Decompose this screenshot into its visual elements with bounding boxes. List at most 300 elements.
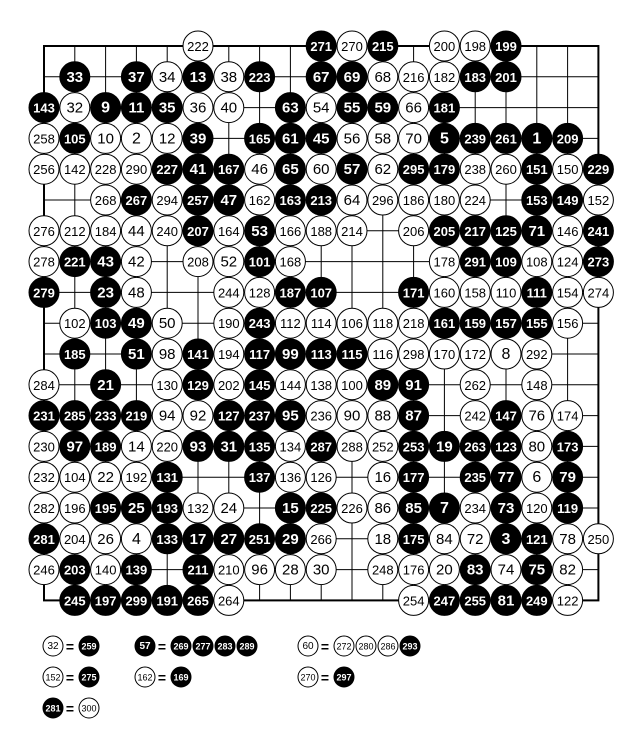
move-number: 118 <box>372 316 394 332</box>
stone-move-41 <box>183 154 213 184</box>
move-number: 67 <box>312 68 330 86</box>
stone-move-80 <box>522 431 552 461</box>
stone-move-17 <box>183 524 213 554</box>
stone-move-131 <box>152 462 182 492</box>
move-number: 15 <box>282 500 299 517</box>
stone-move-190 <box>214 308 244 338</box>
stone-move-265 <box>183 585 213 615</box>
move-number: 207 <box>187 223 209 239</box>
move-number: 294 <box>156 193 179 208</box>
stone-move-53 <box>245 216 275 246</box>
stone-move-82 <box>553 555 583 585</box>
move-number: 82 <box>559 561 576 579</box>
legend-equals: = <box>65 700 75 717</box>
move-number: 267 <box>125 193 148 208</box>
stone-move-291 <box>460 247 490 277</box>
move-number: 213 <box>310 193 333 208</box>
stone-move-170 <box>429 339 459 369</box>
move-number: 268 <box>94 193 117 208</box>
stone-move-234 <box>460 493 490 523</box>
legend-stone-270 <box>298 667 318 687</box>
stone-move-207 <box>183 216 213 246</box>
move-number: 264 <box>217 593 240 609</box>
stone-move-296 <box>368 185 398 215</box>
move-number: 220 <box>156 439 179 455</box>
stone-move-77 <box>491 462 521 492</box>
stone-move-8 <box>491 339 521 369</box>
move-number: 65 <box>282 161 299 179</box>
move-number: 137 <box>248 470 271 486</box>
move-number: 192 <box>125 470 148 486</box>
stone-move-294 <box>152 185 182 215</box>
move-number: 297 <box>336 672 352 683</box>
stone-move-9 <box>91 93 121 123</box>
move-number: 168 <box>279 254 302 270</box>
legend-equals: = <box>65 669 75 686</box>
stone-move-238 <box>460 154 490 184</box>
move-number: 96 <box>251 561 268 579</box>
stone-move-78 <box>553 524 583 554</box>
legend-stone-60 <box>298 636 318 656</box>
move-number: 296 <box>371 193 394 208</box>
stone-move-133 <box>152 524 182 554</box>
stone-move-42 <box>121 247 151 277</box>
move-number: 204 <box>63 531 86 547</box>
move-number: 117 <box>249 347 271 362</box>
stone-move-130 <box>152 370 182 400</box>
move-number: 198 <box>464 39 487 54</box>
stone-move-44 <box>121 216 151 246</box>
move-number: 250 <box>587 531 610 547</box>
stone-move-166 <box>275 216 305 246</box>
move-number: 126 <box>310 470 333 486</box>
legend-stone-272 <box>334 636 354 656</box>
move-number: 49 <box>128 315 145 333</box>
move-number: 278 <box>33 254 55 270</box>
stone-move-261 <box>491 123 521 153</box>
stone-move-7 <box>429 493 459 523</box>
stone-move-200 <box>429 31 459 61</box>
move-number: 110 <box>495 285 517 301</box>
move-number: 193 <box>156 501 179 516</box>
stone-move-114 <box>306 308 336 338</box>
move-number: 7 <box>439 500 449 517</box>
stone-move-244 <box>214 277 244 307</box>
move-number: 73 <box>497 500 515 517</box>
move-number: 149 <box>556 193 579 208</box>
move-number: 228 <box>94 162 117 178</box>
legend-stone-293 <box>400 636 420 656</box>
move-number: 26 <box>97 530 114 548</box>
stone-move-182 <box>429 62 459 92</box>
move-number: 157 <box>495 316 517 332</box>
stone-move-39 <box>183 123 213 153</box>
stone-move-50 <box>152 308 182 338</box>
move-number: 33 <box>66 68 84 86</box>
stone-move-149 <box>553 185 583 215</box>
stone-move-240 <box>152 216 182 246</box>
stone-move-186 <box>399 185 429 215</box>
stone-move-146 <box>553 216 583 246</box>
move-number: 21 <box>97 376 114 394</box>
stone-move-107 <box>306 277 336 307</box>
move-number: 42 <box>128 253 145 271</box>
stone-move-212 <box>60 216 90 246</box>
move-number: 223 <box>248 69 271 85</box>
move-number: 63 <box>282 99 299 117</box>
move-number: 76 <box>528 407 546 425</box>
move-number: 57 <box>343 161 361 179</box>
move-number: 129 <box>187 377 209 393</box>
move-number: 32 <box>66 99 84 117</box>
stone-move-225 <box>306 493 336 523</box>
stone-move-52 <box>214 247 244 277</box>
stone-move-208 <box>183 247 213 277</box>
move-number: 256 <box>33 162 55 178</box>
move-number: 29 <box>282 530 299 548</box>
stone-move-167 <box>214 154 244 184</box>
stone-move-197 <box>91 585 121 615</box>
stone-move-63 <box>275 93 305 123</box>
stone-move-227 <box>152 154 182 184</box>
stone-move-68 <box>368 62 398 92</box>
stone-move-3 <box>491 524 521 554</box>
stone-move-168 <box>275 247 305 277</box>
move-number: 141 <box>187 347 209 362</box>
stone-move-36 <box>183 93 213 123</box>
stone-move-87 <box>399 401 429 431</box>
move-number: 52 <box>220 253 238 271</box>
move-number: 105 <box>63 131 86 147</box>
stone-move-16 <box>368 462 398 492</box>
move-number: 163 <box>279 193 302 208</box>
stone-move-284 <box>29 370 59 400</box>
move-number: 292 <box>525 347 548 362</box>
move-number: 260 <box>495 162 517 178</box>
stone-move-206 <box>399 216 429 246</box>
stone-move-111 <box>522 277 552 307</box>
stone-move-251 <box>245 524 275 554</box>
stone-move-216 <box>399 62 429 92</box>
move-number: 77 <box>497 469 515 487</box>
legend-stone-300 <box>79 698 99 718</box>
stone-move-201 <box>491 62 521 92</box>
legend-group <box>43 636 99 656</box>
move-number: 152 <box>587 193 610 208</box>
stone-move-195 <box>91 493 121 523</box>
stone-move-23 <box>91 277 121 307</box>
stone-move-84 <box>429 524 459 554</box>
stone-move-175 <box>399 524 429 554</box>
stone-move-217 <box>460 216 490 246</box>
move-number: 298 <box>402 347 425 362</box>
move-number: 27 <box>220 530 238 548</box>
move-number: 184 <box>94 223 117 239</box>
stone-move-204 <box>60 524 90 554</box>
legend-stone-32 <box>43 636 63 656</box>
stone-move-179 <box>429 154 459 184</box>
stone-move-60 <box>306 154 336 184</box>
move-number: 248 <box>371 562 394 578</box>
move-number: 158 <box>464 285 487 301</box>
stone-move-222 <box>183 31 213 61</box>
move-number: 175 <box>402 531 425 547</box>
move-number: 161 <box>433 316 456 332</box>
stone-move-28 <box>275 555 305 585</box>
move-number: 142 <box>63 162 86 178</box>
move-number: 20 <box>436 561 453 579</box>
stone-move-38 <box>214 62 244 92</box>
move-number: 36 <box>189 99 207 117</box>
stone-move-138 <box>306 370 336 400</box>
stone-move-161 <box>429 308 459 338</box>
move-number: 253 <box>402 439 425 455</box>
stone-move-290 <box>121 154 151 184</box>
move-number: 241 <box>587 223 610 239</box>
stone-move-37 <box>121 62 151 92</box>
move-number: 290 <box>125 162 148 178</box>
stone-move-152 <box>583 185 613 215</box>
stone-move-282 <box>29 493 59 523</box>
stone-move-18 <box>368 524 398 554</box>
stone-move-253 <box>399 431 429 461</box>
move-number: 181 <box>433 100 456 116</box>
stone-move-171 <box>399 277 429 307</box>
move-number: 156 <box>556 316 579 332</box>
stone-move-220 <box>152 431 182 461</box>
stone-move-121 <box>522 524 552 554</box>
stone-move-164 <box>214 216 244 246</box>
stone-move-26 <box>91 524 121 554</box>
stone-move-22 <box>91 462 121 492</box>
move-number: 273 <box>587 254 610 270</box>
move-number: 200 <box>433 39 456 54</box>
move-number: 121 <box>525 531 548 547</box>
move-number: 130 <box>156 377 179 393</box>
move-number: 221 <box>63 254 86 270</box>
move-number: 68 <box>374 68 392 86</box>
stone-move-137 <box>245 462 275 492</box>
move-number: 169 <box>173 672 189 683</box>
move-number: 136 <box>279 470 302 486</box>
move-number: 127 <box>217 408 240 424</box>
move-number: 177 <box>402 470 425 486</box>
stone-move-40 <box>214 93 244 123</box>
stone-move-229 <box>583 154 613 184</box>
stone-move-181 <box>429 93 459 123</box>
move-number: 100 <box>341 377 363 393</box>
move-number: 41 <box>189 161 207 179</box>
move-number: 19 <box>436 438 453 456</box>
stone-move-27 <box>214 524 244 554</box>
move-number: 85 <box>405 500 422 517</box>
legend-equals: = <box>157 669 167 686</box>
move-number: 43 <box>97 253 114 271</box>
stone-move-83 <box>460 555 490 585</box>
move-number: 159 <box>464 316 487 332</box>
stone-move-64 <box>337 185 367 215</box>
board-stones <box>29 31 613 615</box>
stone-move-243 <box>245 308 275 338</box>
stone-move-218 <box>399 308 429 338</box>
move-number: 2 <box>131 130 141 148</box>
move-number: 199 <box>495 39 517 54</box>
move-number: 45 <box>312 130 330 148</box>
legend-stone-283 <box>215 636 235 656</box>
move-number: 281 <box>33 531 55 547</box>
stone-move-163 <box>275 185 305 215</box>
stone-move-180 <box>429 185 459 215</box>
move-number: 286 <box>380 641 396 652</box>
stone-move-209 <box>553 123 583 153</box>
stone-move-228 <box>91 154 121 184</box>
move-number: 280 <box>358 641 374 652</box>
move-number: 146 <box>556 223 579 239</box>
move-number: 38 <box>220 68 238 86</box>
stone-move-215 <box>368 31 398 61</box>
move-number: 259 <box>81 641 97 652</box>
stone-move-266 <box>306 524 336 554</box>
move-number: 34 <box>158 68 176 86</box>
move-number: 195 <box>94 501 117 516</box>
stone-move-109 <box>491 247 521 277</box>
stone-move-271 <box>306 31 336 61</box>
move-number: 185 <box>63 347 86 362</box>
move-number: 205 <box>433 223 456 239</box>
stone-move-224 <box>460 185 490 215</box>
move-number: 83 <box>466 561 484 579</box>
stone-move-241 <box>583 216 613 246</box>
stone-move-20 <box>429 555 459 585</box>
move-number: 90 <box>343 407 361 425</box>
move-number: 244 <box>217 285 240 301</box>
stone-move-274 <box>583 277 613 307</box>
move-number: 80 <box>528 438 546 456</box>
move-number: 145 <box>248 377 271 393</box>
stone-move-285 <box>60 401 90 431</box>
stone-move-258 <box>29 123 59 153</box>
stone-move-100 <box>337 370 367 400</box>
move-number: 86 <box>374 500 392 517</box>
stone-move-236 <box>306 401 336 431</box>
stone-move-70 <box>399 123 429 153</box>
stone-move-48 <box>121 277 151 307</box>
stone-move-184 <box>91 216 121 246</box>
move-number: 174 <box>556 408 579 424</box>
stone-move-115 <box>337 339 367 369</box>
stone-move-245 <box>60 585 90 615</box>
stone-move-210 <box>214 555 244 585</box>
move-number: 54 <box>312 99 330 117</box>
stone-move-262 <box>460 370 490 400</box>
stone-move-298 <box>399 339 429 369</box>
stone-move-62 <box>368 154 398 184</box>
stone-move-86 <box>368 493 398 523</box>
move-number: 281 <box>45 703 61 714</box>
stone-move-92 <box>183 401 213 431</box>
stone-move-30 <box>306 555 336 585</box>
stone-move-267 <box>121 185 151 215</box>
move-number: 10 <box>97 130 114 148</box>
stone-move-25 <box>121 493 151 523</box>
stone-move-223 <box>245 62 275 92</box>
stone-move-147 <box>491 401 521 431</box>
stone-move-73 <box>491 493 521 523</box>
move-number: 209 <box>556 131 579 147</box>
stone-move-252 <box>368 431 398 461</box>
stone-move-202 <box>214 370 244 400</box>
stone-move-79 <box>553 462 583 492</box>
stone-move-187 <box>275 277 305 307</box>
move-number: 288 <box>341 439 363 455</box>
move-number: 299 <box>125 593 148 609</box>
move-number: 123 <box>495 439 517 455</box>
stone-move-106 <box>337 308 367 338</box>
move-number: 98 <box>158 346 176 363</box>
move-number: 139 <box>125 562 148 578</box>
move-number: 179 <box>433 162 456 178</box>
stone-move-46 <box>245 154 275 184</box>
stone-move-279 <box>29 277 59 307</box>
stone-move-174 <box>553 401 583 431</box>
legend-stone-289 <box>237 636 257 656</box>
move-number: 229 <box>587 162 610 178</box>
stone-move-19 <box>429 431 459 461</box>
legend-stone-169 <box>171 667 191 687</box>
move-number: 230 <box>33 439 55 455</box>
stone-move-120 <box>522 493 552 523</box>
move-number: 180 <box>433 193 456 208</box>
stone-move-196 <box>60 493 90 523</box>
stone-move-140 <box>91 555 121 585</box>
move-number: 75 <box>528 561 546 579</box>
stone-move-191 <box>152 585 182 615</box>
move-number: 190 <box>217 316 240 332</box>
stone-move-5 <box>429 123 459 153</box>
move-number: 50 <box>158 315 176 333</box>
legend-group <box>43 667 99 687</box>
move-number: 72 <box>466 530 484 548</box>
move-number: 102 <box>63 316 86 332</box>
stone-move-124 <box>553 247 583 277</box>
legend-equals: = <box>320 638 330 655</box>
move-number: 291 <box>464 254 487 270</box>
stone-move-173 <box>553 431 583 461</box>
move-number: 104 <box>63 470 86 486</box>
move-number: 64 <box>343 192 361 209</box>
stone-move-55 <box>337 93 367 123</box>
stone-move-29 <box>275 524 305 554</box>
move-number: 182 <box>433 69 456 85</box>
move-number: 132 <box>187 501 209 516</box>
legend-stone-162 <box>135 667 155 687</box>
stone-move-49 <box>121 308 151 338</box>
move-number: 289 <box>239 641 255 652</box>
move-number: 112 <box>280 316 301 332</box>
move-number: 191 <box>156 593 179 609</box>
move-number: 147 <box>495 408 517 424</box>
stone-move-81 <box>491 585 521 615</box>
move-number: 109 <box>495 254 517 270</box>
stone-move-150 <box>553 154 583 184</box>
move-number: 271 <box>310 39 333 54</box>
move-number: 61 <box>282 130 299 148</box>
move-number: 160 <box>433 285 456 301</box>
move-number: 293 <box>402 641 418 652</box>
move-number: 270 <box>341 39 363 54</box>
move-number: 255 <box>464 593 487 609</box>
stone-move-153 <box>522 185 552 215</box>
